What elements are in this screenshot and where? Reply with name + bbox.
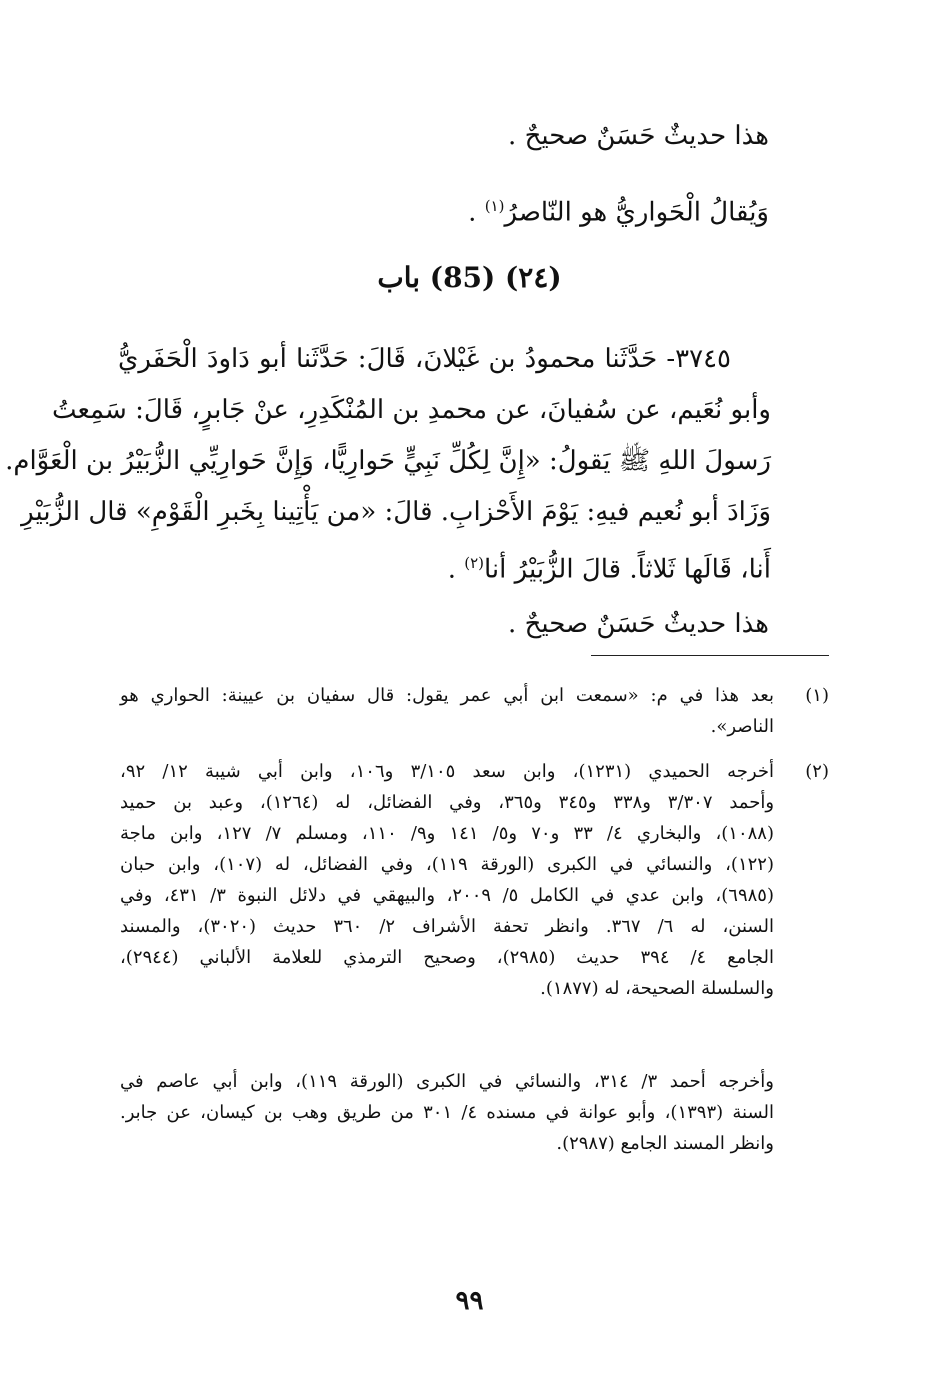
footnote-line: وانظر المسند الجامع (٢٩٨٧). (556, 1133, 774, 1154)
hadith-line-last (118, 538, 771, 596)
footnote-ref-2: (٢) (464, 554, 484, 572)
footnote-2 (120, 756, 829, 1004)
footnote-number: (١) (805, 685, 829, 706)
hadith-line: ٣٧٤٥- حَدَّثَنا محمودُ بن غَيْلانَ، قَالَ: حَدَّثَنا أبو دَاودَ الْحَفَريُّ (118, 344, 731, 374)
footnote-line: بعد هذا في م: «سمعت ابن أبي عمر يقول: قال سفيان بن عيينة: الحواري هو (120, 685, 774, 706)
footnote-line: السنة (١٣٩٣)، وأبو عوانة في مسنده ٤/ ٣٠١ من طريق وهب بن كيسان، عن جابر. (120, 1102, 775, 1123)
hawari-definition-end: . (468, 197, 485, 228)
hadith-last-text: أَنا، قَالَها ثَلاثاً. قالَ الزُّبَيْرُ أنا (484, 554, 771, 585)
hawari-definition-text: وَيُقالُ الْحَواريُّ هو النّاصرُ (504, 197, 769, 228)
chapter-title: (٢٤) (85) باب (377, 261, 562, 294)
chapter-heading (0, 258, 939, 298)
footnote-line: أخرجه الحميدي (١٢٣١)، وابن سعد ٣/١٠٥ و١٠٦، وابن أبي شيبة ١٢/ ٩٢، (120, 761, 774, 782)
footnote-body (120, 680, 774, 742)
footnote-number: (٢) (805, 761, 829, 782)
verdict-line-bottom (100, 606, 769, 642)
footnote-body (120, 756, 774, 1004)
footnote-line: السنن، له ٦/ ٣٦٧. وانظر تحفة الأشراف ٢/ ٣٦٠ حديث (٣٠٢٠)، والمسند (120, 916, 774, 937)
hawari-definition-line (100, 188, 769, 231)
footnote-line: والسلسلة الصحيحة، له (١٨٧٧). (540, 978, 774, 999)
footnote-line: الجامع ٤/ ٣٩٤ حديث (٢٩٨٥)، وصحيح الترمذي للعلامة الألباني (٢٩٤٤)، (120, 947, 774, 968)
hadith-line: وَزَادَ أبو نُعيم فيهِ: يَوْمَ الأَحْزابِ. قالَ: «من يَأْتِينا بِخَبرِ الْقَوْمِ» قال الزُّبَيْرِ (21, 497, 771, 527)
hadith-line: وأبو نُعَيم، عن سُفيانَ، عن محمدِ بن المُنْكَدِرِ، عنْ جَابرٍ، قَالَ: سَمِعتُ (51, 395, 771, 425)
footnote-line: (١٢٢)، والنسائي في الكبرى (الورقة ١١٩)، وفي الفضائل، له (١٠٧)، وابن حبان (120, 854, 774, 875)
hadith-last-end: . (447, 554, 465, 585)
footnote-line: (٦٩٨٥)، وابن عدي في الكامل ٥/ ٢٠٠٩، والبيهقي في دلائل النبوة ٣/ ٤٣١، وفي (120, 885, 774, 906)
footnote-line: (١٠٨٨)، والبخاري ٤/ ٣٣ و٧٠ و٥/ ١٤١ و٩/ ١١٠، ومسلم ٧/ ١٢٧، وابن ماجة (120, 823, 774, 844)
page-number: ٩٩ (455, 1286, 484, 1316)
footnote-ref-1: (١) (484, 197, 505, 215)
verdict-line-top (100, 118, 769, 154)
footnote-line: وأحمد ٣/٣٠٧ و٣٣٨ و٣٤٥ و٣٦٥، وفي الفضائل، له (١٢٦٤)، وعبد بن حميد (120, 792, 775, 813)
footnote-line: وأخرجه أحمد ٣/ ٣١٤، والنسائي في الكبرى (الورقة ١١٩)، وابن أبي عاصم في (120, 1071, 774, 1092)
footnote-1 (120, 680, 829, 742)
hadith-line: رَسولَ اللهِ ﷺ يَقولُ: «إِنَّ لِكُلِّ نَبِيٍّ حَوارِيًّا، وَإِنَّ حَوارِيِّي الزُّبَيْرُ بن الْعَوَّام. (5, 446, 771, 476)
footnote-2-continuation (120, 1066, 774, 1159)
footnote-line: الناصر». (710, 716, 774, 737)
verdict-text-top: هذا حديثٌ حَسَنٌ صحيحٌ . (508, 121, 769, 151)
verdict-text-bottom: هذا حديثٌ حَسَنٌ صحيحٌ . (508, 609, 769, 639)
footnote-separator (591, 655, 829, 656)
hadith-text-block (5, 334, 771, 596)
